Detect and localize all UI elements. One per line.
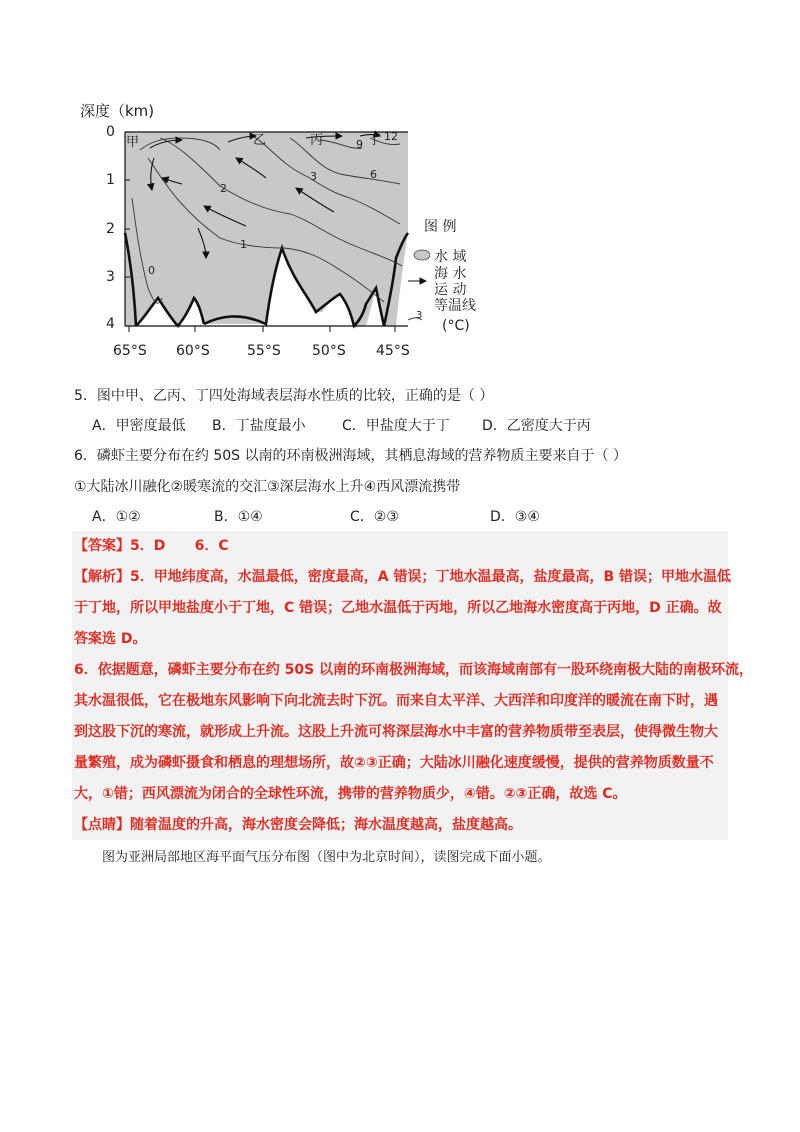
- question-6-options: [92, 507, 540, 527]
- analysis-line-6: 到这股下沉的寒流，就形成上升流。这股上升流可将深层海水中丰富的营养物质带至表层，使得微生物大: [74, 724, 718, 740]
- question-5-options: [92, 416, 591, 436]
- analysis-line-4: 6．依据题意，磷虾主要分布在约 50S 以南的环南极洲海域，而该海域南部有一股环绕南极大陆的南极环流，: [74, 662, 754, 678]
- isotherm-label-6: 6: [370, 168, 377, 181]
- isotherm-label-0: 0: [148, 264, 155, 277]
- isotherm-label-12: 12: [384, 130, 398, 143]
- analysis-line-3: 答案选 D。: [74, 631, 147, 647]
- analysis-line-2: 于丁地，所以甲地盐度小于丁地，C 错误；乙地水温低于丙地，所以乙地海水密度高于丙地，D 正确。故: [74, 600, 722, 616]
- legend-isotherm-label-1: 等温线: [434, 298, 476, 314]
- comment-line: [74, 810, 522, 841]
- legend-water-label: 水 域: [434, 249, 467, 265]
- legend-isotherm-label-2: (°C): [442, 318, 470, 334]
- y-tick-label: 3: [106, 269, 115, 285]
- analysis-line-7: 量繁殖，成为磷虾摄食和栖息的理想场所，故②③正确；大陆冰川融化速度缓慢，提供的营养物质数量不: [74, 755, 714, 771]
- next-question-intro: 图为亚洲局部地区海平面气压分布图（图中为北京时间），读图完成下面小题。: [102, 850, 551, 865]
- x-axis-ticks: [129, 326, 395, 332]
- question-6-stem: 6．磷虾主要分布在约 50S 以南的环南极洲海域，其栖息海域的营养物质主要来自于（ ）: [74, 448, 627, 464]
- isotherm-label-1: 1: [240, 238, 247, 251]
- legend-current-label-1: 海 水: [434, 266, 467, 282]
- x-tick-label: 55°S: [247, 343, 281, 359]
- q5-option-b[interactable]: B．丁盐度最小: [212, 418, 306, 434]
- x-tick-label: 50°S: [312, 343, 346, 359]
- point-label-bing: 丙: [310, 133, 324, 148]
- answer-tag: 【答案】: [74, 538, 130, 554]
- point-label-jia: 甲: [126, 135, 140, 150]
- isotherm-label-2: 2: [220, 182, 227, 195]
- x-tick-label: 65°S: [113, 343, 147, 359]
- point-label-yi: 乙: [253, 133, 267, 148]
- analysis-line-8: 大，①错；西风漂流为闭合的全球性环流，携带的营养物质少，④错。②③正确，故选 C。: [74, 786, 627, 802]
- q6-option-d[interactable]: D．③④: [490, 509, 540, 525]
- q5-option-c[interactable]: C．甲盐度大于丁: [342, 418, 450, 434]
- legend-water-swatch: [414, 250, 430, 260]
- y-tick-label: 0: [106, 124, 115, 140]
- water-area: [125, 132, 408, 326]
- y-tick-label: 2: [106, 221, 115, 237]
- y-tick-label: 4: [106, 316, 115, 332]
- q6-option-a[interactable]: A．①②: [92, 509, 141, 525]
- legend-current-label-2: 运 动: [434, 282, 467, 298]
- legend-isotherm-sample-value: 3: [416, 310, 423, 321]
- answer-line: [74, 531, 229, 562]
- comment-text: 随着温度的升高，海水密度会降低；海水温度越高，盐度越高。: [130, 817, 522, 833]
- analysis-text: 5．甲地纬度高，水温最低，密度最高，A 错误；丁地水温最高，盐度最高，B 错误；甲地水温低: [130, 569, 731, 585]
- y-tick-label: 1: [106, 172, 115, 188]
- point-label-ding: 丁: [368, 133, 382, 148]
- x-tick-label: 45°S: [376, 343, 410, 359]
- q6-option-b[interactable]: B．①④: [214, 509, 263, 525]
- ocean-temperature-profile-figure: [70, 98, 476, 370]
- analysis-line-5: 其水温很低，它在极地东风影响下向北流去时下沉。而来自太平洋、大西洋和印度洋的暖流在南下时，遇: [74, 693, 718, 709]
- analysis-tag: 【解析】: [74, 569, 130, 585]
- x-tick-label: 60°S: [176, 343, 210, 359]
- q5-option-a[interactable]: A．甲密度最低: [92, 418, 186, 434]
- comment-tag: 【点睛】: [74, 817, 130, 833]
- question-6-conditions: ①大陆冰川融化②暖寒流的交汇③深层海水上升④西风漂流携带: [74, 479, 461, 495]
- y-axis-title: 深度（km): [80, 102, 155, 120]
- q5-option-d[interactable]: D．乙密度大于丙: [482, 418, 591, 434]
- question-5-stem: 5．图中甲、乙丙、丁四处海域表层海水性质的比较，正确的是（ ）: [74, 388, 494, 404]
- legend-title: 图 例: [424, 219, 457, 235]
- isotherm-label-3: 3: [310, 170, 317, 183]
- q6-option-c[interactable]: C．②③: [350, 509, 399, 525]
- answer-text: 5．D 6．C: [130, 538, 229, 554]
- analysis-line-1: [74, 562, 731, 593]
- isotherm-label-9: 9: [356, 138, 363, 151]
